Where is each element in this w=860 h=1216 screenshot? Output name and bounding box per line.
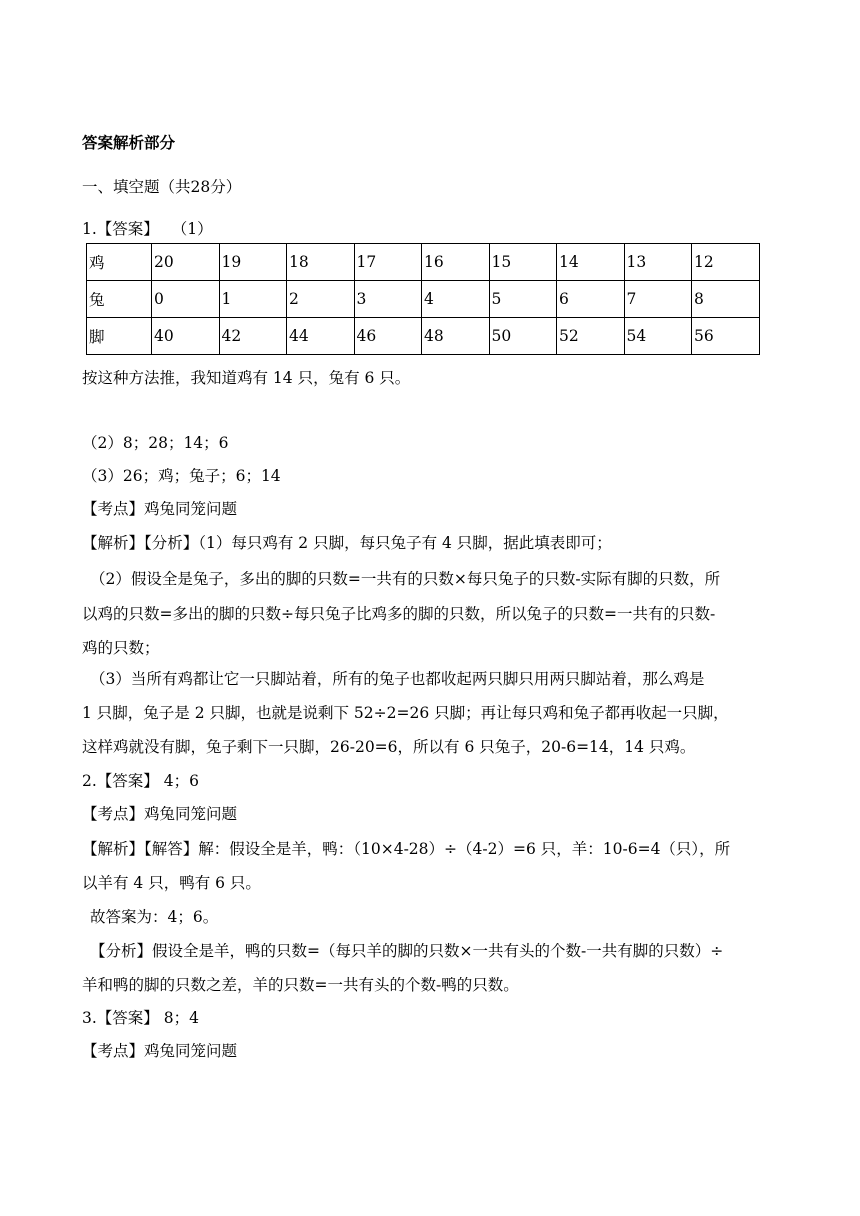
table-cell: 3 — [354, 281, 422, 318]
q3-kaodian: 【考点】鸡兔同笼问题 — [82, 1042, 238, 1060]
q1-jiexi-line5: （3）当所有鸡都让它一只脚站着，所有的兔子也都收起两只脚只用两只脚站着，那么鸡是 — [90, 670, 705, 688]
q2-jieda-line1: 【解析】【解答】解：假设全是羊，鸭：（10×4-28）÷（4-2）=6 只，羊：10-6=4（只），所 — [82, 840, 731, 858]
table-cell: 2 — [287, 281, 355, 318]
q1-jiexi-line2: （2）假设全是兔子，多出的脚的只数=一共有的只数×每只兔子的只数-实际有脚的只数，所 — [90, 570, 721, 588]
q1-part2: （2）8；28；14；6 — [82, 434, 229, 452]
table-cell: 40 — [152, 318, 220, 355]
table-cell: 20 — [152, 244, 220, 281]
chicken-rabbit-table — [86, 243, 760, 355]
table-cell: 1 — [219, 281, 287, 318]
q1-answer-label — [82, 219, 213, 239]
q1-jiexi-line4: 鸡的只数； — [82, 639, 160, 657]
row-header: 鸡 — [87, 244, 152, 281]
table-cell: 44 — [287, 318, 355, 355]
table-cell: 13 — [624, 244, 692, 281]
q2-fenxi-line2: 羊和鸭的脚的只数之差，羊的只数=一共有头的个数-鸭的只数。 — [82, 976, 519, 994]
q1-part1-label: （1） — [171, 220, 213, 238]
section-heading: 一、填空题（共28分） — [82, 178, 242, 196]
q1-part3: （3）26；鸡；兔子；6；14 — [82, 467, 281, 485]
table-cell: 46 — [354, 318, 422, 355]
table-cell: 8 — [692, 281, 760, 318]
table-cell: 52 — [557, 318, 625, 355]
table-cell: 16 — [422, 244, 490, 281]
table-row — [87, 318, 760, 355]
table-cell: 7 — [624, 281, 692, 318]
table-row — [87, 244, 760, 281]
q1-jiexi-line6: 1 只脚，兔子是 2 只脚，也就是说剩下 52÷2=26 只脚；再让每只鸡和兔子都再收起一只脚， — [82, 704, 729, 722]
page-title: 答案解析部分 — [82, 133, 176, 152]
table-cell: 5 — [489, 281, 557, 318]
table-cell: 50 — [489, 318, 557, 355]
row-header: 兔 — [87, 281, 152, 318]
q2-jieda-line2: 以羊有 4 只，鸭有 6 只。 — [82, 874, 261, 892]
table-cell: 6 — [557, 281, 625, 318]
q2-kaodian: 【考点】鸡兔同笼问题 — [82, 805, 238, 823]
table-cell: 12 — [692, 244, 760, 281]
q1-jiexi-line7: 这样鸡就没有脚，兔子剩下一只脚，26-20=6，所以有 6 只兔子，20-6=14，14 只鸡。 — [82, 738, 696, 756]
q1-conclusion: 按这种方法推，我知道鸡有 14 只，兔有 6 只。 — [82, 369, 411, 387]
q3-answer: 3.【答案】 8；4 — [82, 1009, 199, 1027]
table-cell: 56 — [692, 318, 760, 355]
table-cell: 54 — [624, 318, 692, 355]
q2-answer: 2.【答案】 4；6 — [82, 772, 199, 790]
table-cell: 48 — [422, 318, 490, 355]
q1-jiexi-line1: 【解析】【分析】（1）每只鸡有 2 只脚，每只兔子有 4 只脚，据此填表即可； — [82, 534, 612, 552]
table-cell: 18 — [287, 244, 355, 281]
table-cell: 14 — [557, 244, 625, 281]
table-cell: 0 — [152, 281, 220, 318]
table-row — [87, 281, 760, 318]
q1-label: 1.【答案】 — [82, 220, 159, 238]
q1-kaodian: 【考点】鸡兔同笼问题 — [82, 500, 238, 518]
q1-jiexi-line3: 以鸡的只数=多出的脚的只数÷每只兔子比鸡多的脚的只数，所以兔子的只数=一共有的只数- — [82, 605, 716, 623]
q2-fenxi-line1: 【分析】假设全是羊，鸭的只数=（每只羊的脚的只数×一共有头的个数-一共有脚的只数）÷ — [90, 942, 724, 960]
table-cell: 19 — [219, 244, 287, 281]
table-cell: 42 — [219, 318, 287, 355]
row-header: 脚 — [87, 318, 152, 355]
table-cell: 15 — [489, 244, 557, 281]
table-cell: 4 — [422, 281, 490, 318]
table-cell: 17 — [354, 244, 422, 281]
q2-guda: 故答案为：4；6。 — [90, 908, 219, 926]
